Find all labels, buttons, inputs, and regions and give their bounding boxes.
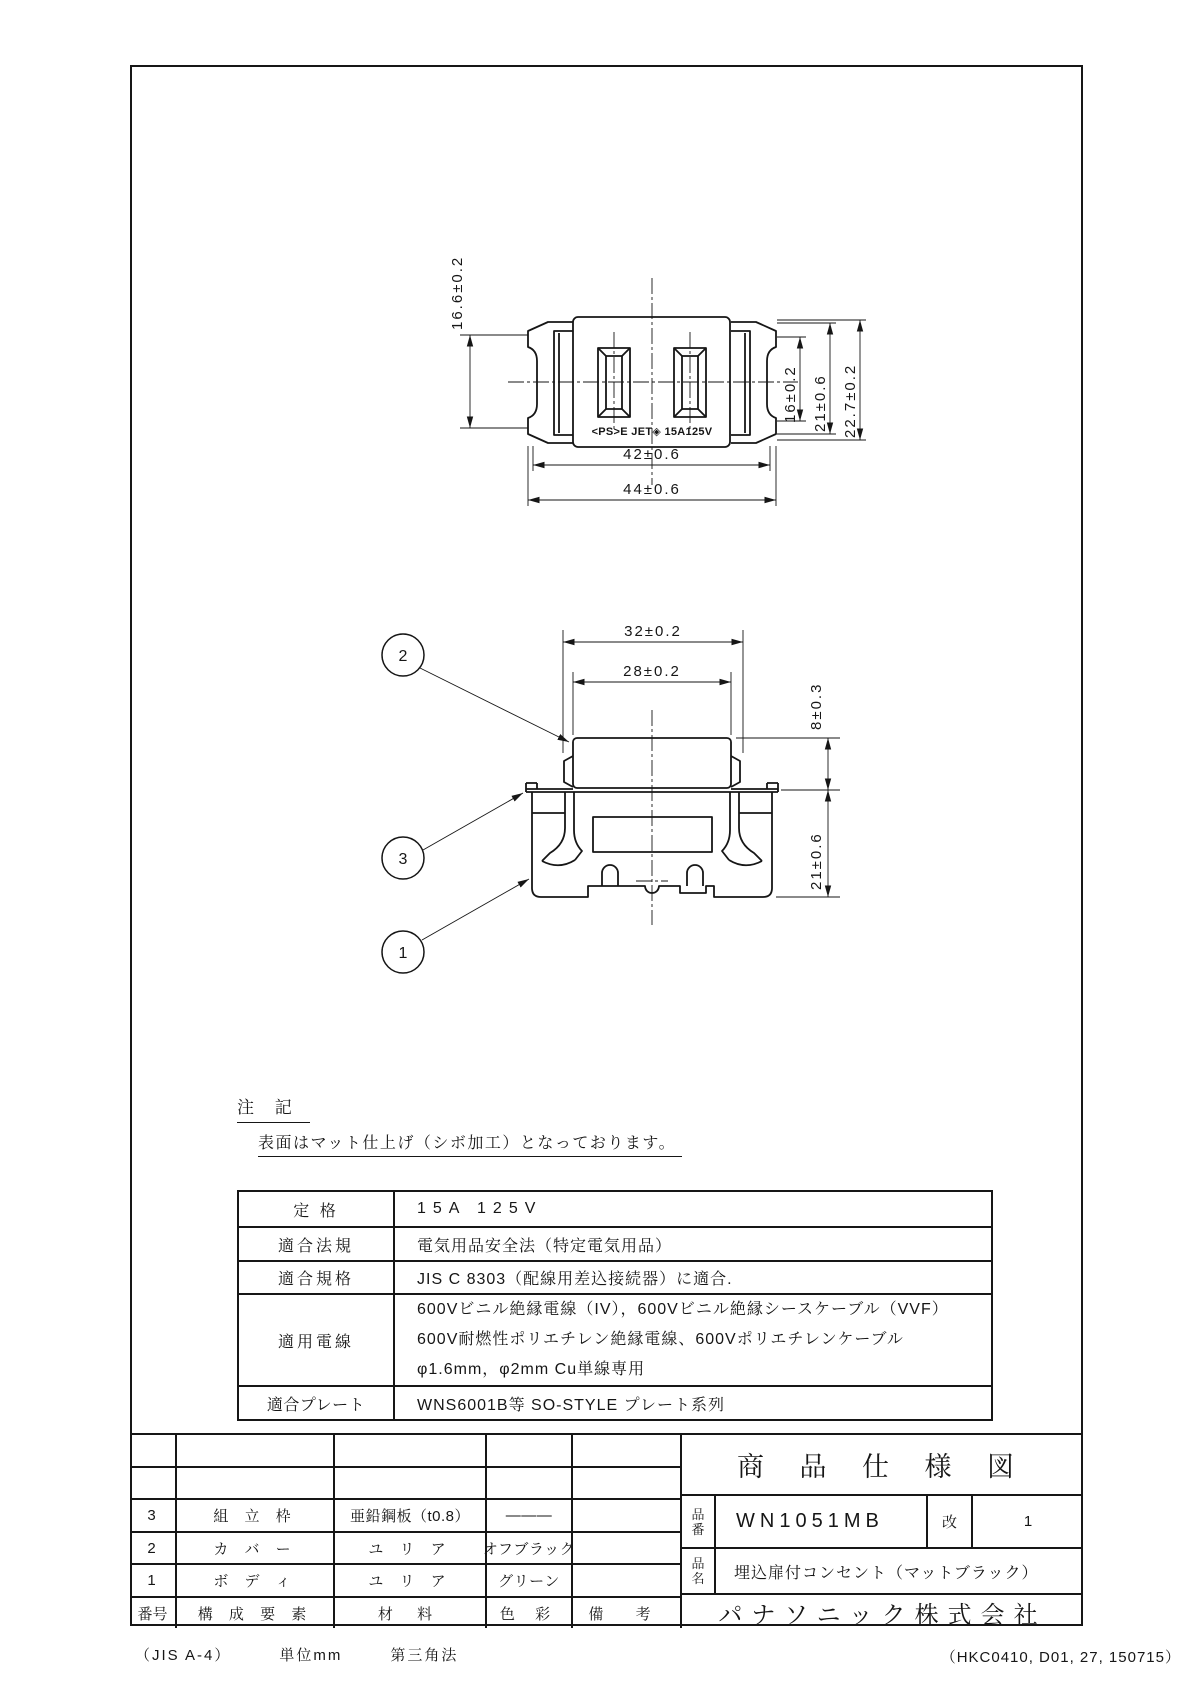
parts-header-row xyxy=(130,1598,680,1628)
parts-row1-material: ユ リ ア xyxy=(335,1565,487,1596)
release-hole-left xyxy=(602,865,618,886)
parts-row3-remarks xyxy=(573,1500,680,1531)
parts-row1-remarks xyxy=(573,1565,680,1596)
parts-row2-color: オフブラック xyxy=(487,1533,573,1563)
footer-left xyxy=(135,1644,458,1665)
spec-row-wires xyxy=(239,1293,991,1385)
parts-header-no: 番号 xyxy=(130,1598,177,1628)
spec-label-wires: 適用電線 xyxy=(239,1295,395,1385)
parts-row3-color: ——— xyxy=(487,1500,573,1531)
dim-42: 42±0.6 xyxy=(623,446,681,463)
footer-doc-code: （HKC0410, D01, 27, 150715） xyxy=(940,1649,1181,1666)
spec-wires-line1: 600Vビニル絶縁電線（IV），600Vビニル絶縁シースケーブル（VVF） xyxy=(417,1301,949,1318)
parts-row3-component: 組 立 枠 xyxy=(177,1500,335,1531)
parts-header-material: 材 料 xyxy=(335,1598,487,1628)
document-title: 商 品 仕 様 図 xyxy=(736,1452,1028,1482)
product-name-row xyxy=(682,1547,1083,1593)
side-view-drawing xyxy=(340,560,860,1010)
parts-row-3 xyxy=(130,1500,680,1533)
part-number-row xyxy=(682,1494,1083,1547)
balloon-3-number: 3 xyxy=(398,851,408,868)
parts-empty2-no xyxy=(130,1468,177,1498)
balloon-2-number: 2 xyxy=(398,648,408,665)
dim-44: 44±0.6 xyxy=(623,481,681,498)
spec-wires-line3: φ1.6mm，φ2mm Cu単線専用 xyxy=(417,1361,646,1378)
dim-16-6: 16.6±0.2 xyxy=(449,255,466,330)
parts-row-2 xyxy=(130,1533,680,1565)
parts-row-1 xyxy=(130,1565,680,1598)
spec-label-law: 適合法規 xyxy=(239,1228,395,1260)
parts-row2-material: ユ リ ア xyxy=(335,1533,487,1563)
side-view-dimensions xyxy=(563,630,840,897)
parts-empty1-no xyxy=(130,1435,177,1466)
company-name: パナソニック株式会社 xyxy=(682,1593,1083,1630)
parts-empty1-component xyxy=(177,1435,335,1466)
projection-note: 第三角法 xyxy=(390,1647,459,1664)
parts-row1-no: 1 xyxy=(130,1565,177,1596)
spec-label-rating: 定 格 xyxy=(239,1192,395,1226)
spec-value-law: 電気用品安全法（特定電気用品） xyxy=(417,1237,673,1255)
dim-8: 8±0.3 xyxy=(808,682,825,730)
parts-row3-no: 3 xyxy=(130,1500,177,1531)
dim-21-side: 21±0.6 xyxy=(808,832,825,890)
spec-table xyxy=(237,1190,993,1421)
balloon-leaders xyxy=(420,668,569,940)
mounting-wing-right xyxy=(731,322,776,443)
revision-value: 1 xyxy=(1023,1513,1033,1530)
frame-claw-right xyxy=(722,792,762,865)
parts-header-remarks: 備 考 xyxy=(588,1605,665,1623)
parts-row3-material: 亜鉛鋼板（t0.8） xyxy=(335,1500,487,1531)
parts-header-color: 色 彩 xyxy=(487,1598,573,1628)
revision-label: 改 xyxy=(928,1496,973,1547)
face-marking-text: <PS>E JET◈ 15A125V xyxy=(591,426,713,438)
parts-empty2-remarks xyxy=(573,1468,680,1498)
front-view-drawing xyxy=(370,180,890,520)
dim-22-7: 22.7±0.2 xyxy=(842,363,859,438)
parts-row2-remarks xyxy=(573,1533,680,1563)
dim-28: 28±0.2 xyxy=(623,663,681,680)
parts-row-empty1 xyxy=(130,1435,680,1468)
spec-label-standard: 適合規格 xyxy=(239,1262,395,1293)
product-name-label: 品名 xyxy=(682,1549,716,1593)
unit-note: 単位mm xyxy=(279,1647,343,1664)
spec-row-rating xyxy=(239,1192,991,1226)
spec-row-plate xyxy=(239,1385,991,1419)
dim-32: 32±0.2 xyxy=(624,623,682,640)
part-number-value: WN1051MB xyxy=(716,1496,928,1547)
front-view-dimensions xyxy=(460,320,866,506)
spec-value-standard: JIS C 8303（配線用差込接続器）に適合. xyxy=(417,1271,733,1288)
dim-16: 16±0.2 xyxy=(782,365,799,423)
parts-header-component: 構 成 要 素 xyxy=(177,1598,335,1628)
bottom-block xyxy=(130,1433,1083,1628)
spec-label-plate: 適合プレート xyxy=(239,1387,395,1419)
release-hole-right xyxy=(687,865,703,886)
frame-claw-left xyxy=(542,792,582,865)
mounting-wing-left xyxy=(528,322,573,443)
parts-empty1-material xyxy=(335,1435,487,1466)
parts-empty2-color xyxy=(487,1468,573,1498)
terminal-block xyxy=(593,817,712,852)
notes-heading: 注 記 xyxy=(237,1093,310,1123)
spec-row-law xyxy=(239,1226,991,1260)
parts-row2-no: 2 xyxy=(130,1533,177,1563)
balloon-1-number: 1 xyxy=(398,945,408,962)
parts-row2-component: カ バ ー xyxy=(177,1533,335,1563)
parts-empty2-material xyxy=(335,1468,487,1498)
parts-row1-component: ボ デ ィ xyxy=(177,1565,335,1596)
notes-body: 表面はマット仕上げ（シボ加工）となっております。 xyxy=(258,1130,682,1157)
parts-row-empty2 xyxy=(130,1468,680,1500)
parts-empty1-color xyxy=(487,1435,573,1466)
spec-value-plate: WNS6001B等 SO-STYLE プレート系列 xyxy=(417,1396,725,1414)
spec-value-wires xyxy=(395,1295,991,1385)
parts-table xyxy=(130,1435,682,1628)
part-number-label: 品番 xyxy=(682,1496,716,1547)
spec-row-standard xyxy=(239,1260,991,1293)
spec-value-rating: 15A 125V xyxy=(417,1200,543,1217)
title-block xyxy=(682,1435,1083,1628)
spec-wires-line2: 600V耐燃性ポリエチレン絶縁電線、600Vポリエチレンケーブル xyxy=(417,1331,904,1348)
product-name-value: 埋込扉付コンセント（マットブラック） xyxy=(734,1564,1039,1582)
paper-size-note: （JIS A-4） xyxy=(135,1647,232,1664)
parts-empty1-remarks xyxy=(573,1435,680,1466)
parts-empty2-component xyxy=(177,1468,335,1498)
dim-21-right: 21±0.6 xyxy=(812,374,829,432)
parts-row1-color: グリーン xyxy=(487,1565,573,1596)
